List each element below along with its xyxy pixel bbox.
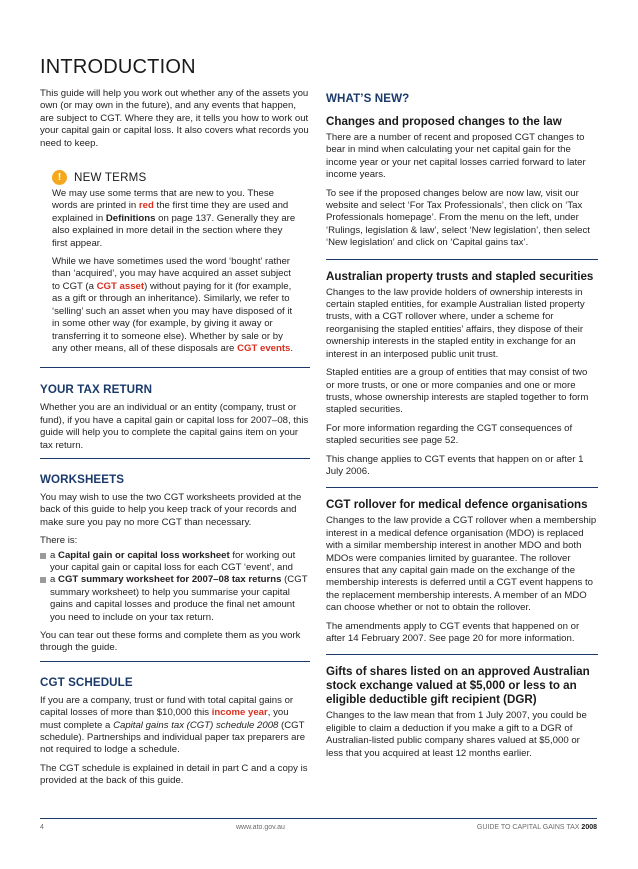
divider bbox=[326, 654, 598, 655]
mdo-rollover-heading: CGT rollover for medical defence organisations bbox=[326, 498, 588, 512]
new-terms-paragraph-1: We may use some terms that are new to you. These words are printed in red the first time they are used and explained in Definitions on page 137. Generally they are also explained in more detail in the section where they first appear. bbox=[52, 188, 296, 249]
intro-paragraph: This guide will help you work out whether any of the assets you own (or may own in the future), and any events that happen, are subject to CGT. Where they are, it tells you how to work out your capital gain or capital loss. It also covers what records you need to keep. bbox=[40, 88, 309, 149]
list-item: a Capital gain or capital loss worksheet for working out your capital gain or capital loss for each CGT ‘event’, and bbox=[40, 550, 310, 575]
new-terms-box bbox=[40, 160, 310, 368]
worksheets-there-is: There is: bbox=[40, 535, 78, 547]
property-trusts-paragraph-4: This change applies to CGT events that happen on or after 1 July 2006. bbox=[326, 453, 584, 477]
tax-return-body: Whether you are an individual or an entity (company, trust or fund), if you have a capital gain or capital loss for 2007–08, this guide will help you to complete the capital gains item on your tax return. bbox=[40, 402, 309, 451]
definitions-link-text: Definitions bbox=[105, 212, 156, 224]
property-trusts-paragraph-2: Stapled entities are a group of entities that may consist of two or more trusts, or one or more companies and one or more trusts, whose ownership interests are stapled together to form stapled securities. bbox=[326, 367, 589, 416]
term-income-year: income year bbox=[211, 707, 268, 719]
divider bbox=[40, 458, 310, 459]
changes-law-paragraph-1: There are a number of recent and proposed CGT changes to bear in mind when calculating your net capital gain for the income year or your net capital losses carried forward to later income years. bbox=[326, 132, 586, 181]
divider bbox=[326, 259, 598, 260]
new-terms-header bbox=[52, 170, 300, 185]
mdo-rollover-paragraph-1: Changes to the law provide a CGT rollover when a membership interest in a medical defence organisation (MDO) is replaced with a similar membership interest in another MDO and both MDOs were companies limited by guarantee. The rollover ensures that any capital gain made on the exchange of the membership interests is deferred until a CGT event happens to the replacement membership interests. A member of an MDO can choose whether or not to obtain the rollover. bbox=[326, 515, 597, 614]
divider bbox=[326, 487, 598, 488]
exclamation-icon: ! bbox=[52, 170, 67, 185]
property-trusts-paragraph-3: For more information regarding the CGT consequences of stapled securities see page 52. bbox=[326, 422, 573, 447]
page-number: 4 bbox=[40, 824, 44, 831]
worksheets-list bbox=[40, 550, 310, 624]
square-bullet-icon bbox=[40, 553, 46, 559]
divider bbox=[40, 661, 310, 662]
changes-law-heading: Changes and proposed changes to the law bbox=[326, 115, 562, 128]
gifts-shares-paragraph-1: Changes to the law mean that from 1 July 2007, you could be eligible to claim a deduction if you make a gift to a DGR of Australian-listed public company shares valued at $5,000 or less that you acquired at least 12 months earlier. bbox=[326, 710, 587, 759]
term-cgt-events: CGT events bbox=[237, 342, 291, 354]
cgt-schedule-paragraph-2: The CGT schedule is explained in detail in part C and a copy is provided at the back of this guide. bbox=[40, 762, 308, 787]
term-red: red bbox=[138, 200, 154, 212]
tax-return-section bbox=[40, 383, 310, 452]
gifts-shares-heading: Gifts of shares listed on an approved Australian stock exchange valued at $5,000 or less to an eligible deductible gift recipient (DGR) bbox=[326, 665, 590, 707]
square-bullet-icon bbox=[40, 577, 46, 583]
page-title: INTRODUCTION bbox=[40, 56, 196, 78]
worksheets-after: You can tear out these forms and complete them as you work through the guide. bbox=[40, 630, 301, 654]
cgt-schedule-paragraph-1: If you are a company, trust or fund with total capital gains or capital losses of more than $10,000 this income year, you must complete a Capital gains tax (CGT) schedule 2008 (CGT schedule). Partnerships and individual paper tax preparers are not required to lodge a schedule. bbox=[40, 694, 306, 756]
left-column bbox=[40, 88, 310, 794]
property-trusts-paragraph-1: Changes to the law provide holders of ownership interests in certain stapled entities, for example Australian listed property trusts, with a CGT rollover where, under a scheme for reorganising the stapled entities’ affairs, they dispose of their ownership interests in the stapled entity in exchange for an interest in an interposed public unit trust. bbox=[326, 286, 585, 360]
term-cgt-asset: CGT asset bbox=[96, 280, 145, 292]
schedule-title: Capital gains tax (CGT) schedule 2008 bbox=[113, 719, 279, 731]
new-terms-title: NEW TERMS bbox=[74, 171, 147, 185]
worksheets-section bbox=[40, 473, 310, 655]
whats-new-heading: WHAT’S NEW? bbox=[326, 92, 410, 105]
cgt-schedule-section bbox=[40, 676, 310, 788]
cgt-schedule-heading: CGT SCHEDULE bbox=[40, 675, 133, 689]
changes-law-paragraph-2: To see if the proposed changes below are now law, visit our website and select ‘For Tax Professionals’, then click on ‘Tax Professionals homepage’. From the menu on the left, under ‘Rulings, legislation & law’, select ‘New legislation’, then select ‘New legislation’ and click on ‘Capital gains tax’. bbox=[326, 187, 590, 249]
worksheets-body: You may wish to use the two CGT worksheets provided at the back of this guide to help you keep track of your records and make sure you pay no more CGT than necessary. bbox=[40, 491, 302, 528]
mdo-rollover-paragraph-2: The amendments apply to CGT events that happened on or after 14 February 2007. See page 20 for more information. bbox=[326, 620, 580, 644]
property-trusts-heading: Australian property trusts and stapled securities bbox=[326, 269, 594, 283]
tax-return-heading: YOUR TAX RETURN bbox=[40, 383, 153, 397]
worksheets-heading: WORKSHEETS bbox=[40, 472, 125, 486]
footer-guide-title: GUIDE TO CAPITAL GAINS TAX 2008 bbox=[476, 824, 597, 831]
page-footer bbox=[40, 818, 597, 831]
new-terms-paragraph-2: While we have sometimes used the word ‘bought’ rather than ‘acquired’, you may have acquired an asset subject to CGT (a CGT asset) without paying for it (for example, as a gift or through an inheritance). Similarly, we refer to ‘selling’ such an asset when you may have disposed of it in some other way (for example, by giving it away or transferring it to someone else). Whether by sale or by any other means, all of these disposals are CGT events. bbox=[52, 256, 294, 354]
footer-url[interactable]: www.ato.gov.au bbox=[235, 824, 285, 831]
list-item: a CGT summary worksheet for 2007–08 tax returns (CGT summary worksheet) to help you summarise your capital gains and capital losses and produce the final net amount you need to include on your tax return. bbox=[40, 574, 310, 624]
right-column bbox=[326, 92, 598, 766]
